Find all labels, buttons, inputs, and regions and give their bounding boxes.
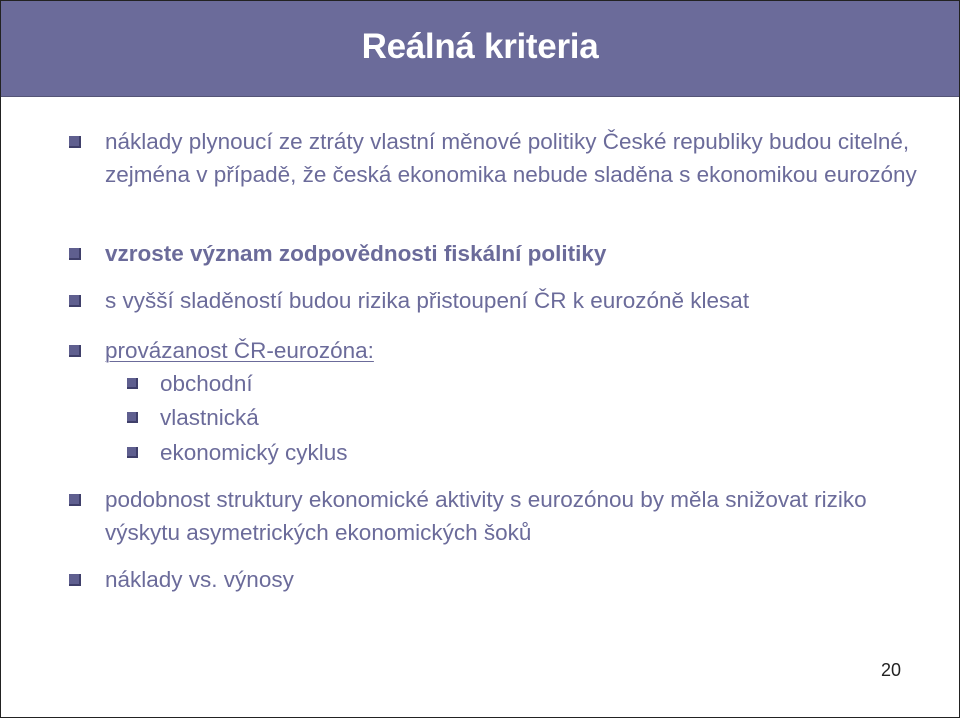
square-bullet-icon <box>69 494 81 506</box>
bullet-text-5: podobnost struktury ekonomické aktivity s eurozónou by měla snižovat riziko výskytu asymetrických ekonomických šoků <box>105 487 867 545</box>
bullet-text-6: náklady vs. výnosy <box>105 567 294 592</box>
square-bullet-icon <box>69 248 81 260</box>
square-bullet-icon <box>69 345 81 357</box>
bullet-text-3: s vyšší sladěností budou rizika přistoupení ČR k eurozóně klesat <box>105 288 750 313</box>
sub-bullet-text-2: vlastnická <box>160 405 259 430</box>
title-bar <box>1 1 959 97</box>
bullet-item-3 <box>105 284 925 317</box>
page-number: 20 <box>880 660 901 680</box>
square-bullet-icon <box>127 447 138 458</box>
square-bullet-icon <box>69 574 81 586</box>
bullet-item-2 <box>105 237 925 270</box>
sub-bullet-text-1: obchodní <box>160 371 253 396</box>
bullet-text-2: vzroste význam zodpovědnosti fiskální politiky <box>105 241 607 266</box>
slide-title: Reálná kriteria <box>361 27 599 66</box>
square-bullet-icon <box>69 295 81 307</box>
sub-bullet-text-3: ekonomický cyklus <box>160 440 348 465</box>
bullet-text-1: náklady plynoucí ze ztráty vlastní měnové politiky České republiky budou citelné, zejména v případě, že česká ekonomika nebude sladěna s ekonomikou eurozóny <box>105 129 917 187</box>
square-bullet-icon <box>69 136 81 148</box>
bullet-item-5 <box>105 483 925 549</box>
bullet-item-1 <box>105 125 925 191</box>
square-bullet-icon <box>127 412 138 423</box>
square-bullet-icon <box>127 378 138 389</box>
bullet-text-4: provázanost ČR-eurozóna: <box>105 338 374 363</box>
bullet-item-4 <box>105 334 925 367</box>
sub-bullet-item-2 <box>160 401 920 434</box>
sub-bullet-item-1 <box>160 367 920 400</box>
sub-bullet-item-3 <box>160 436 920 469</box>
bullet-item-6 <box>105 563 925 596</box>
